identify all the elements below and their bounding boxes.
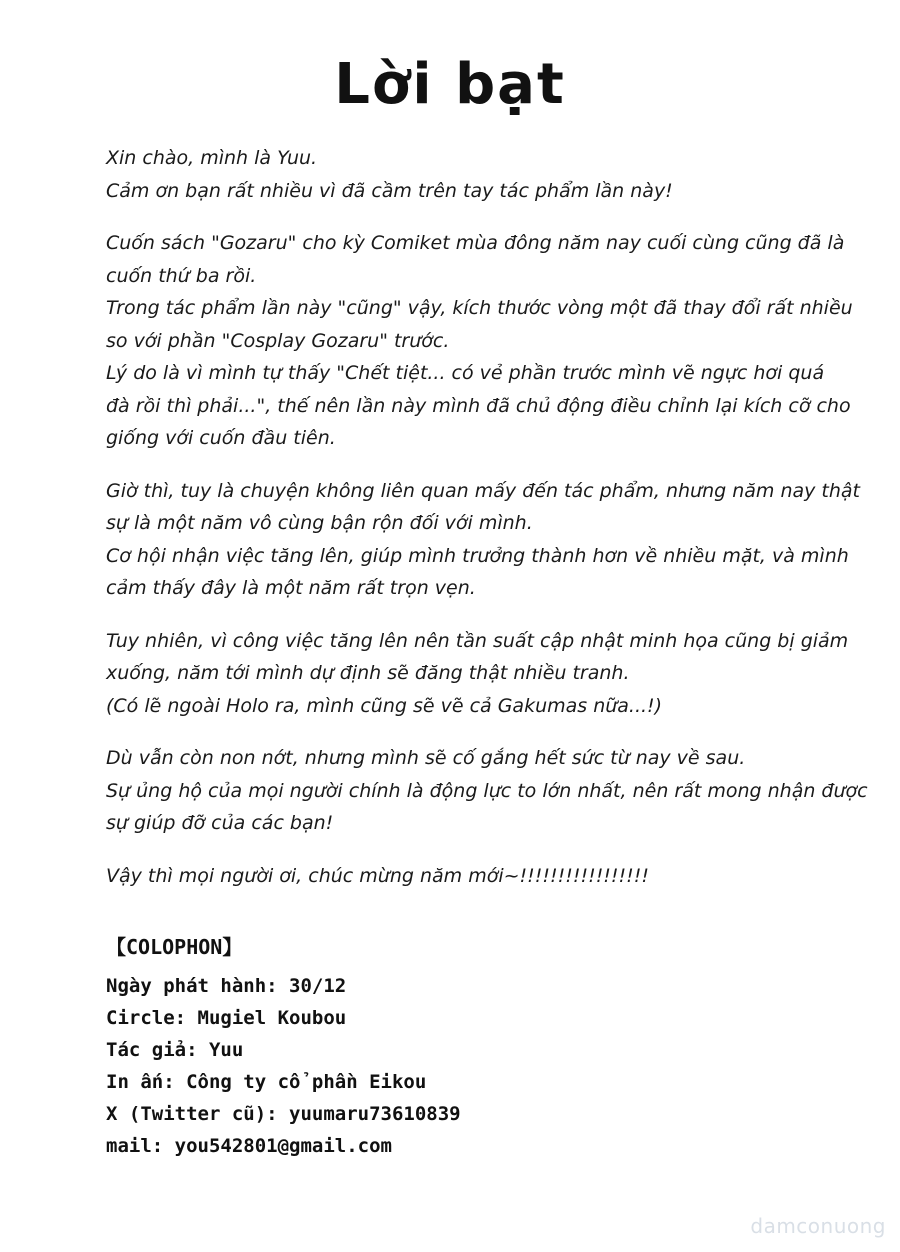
colophon-author: Tác giả: Yuu — [106, 1039, 244, 1061]
text-line: Cơ hội nhận việc tăng lên, giúp mình trưởng thành hơn về nhiều mặt, và mình — [106, 544, 849, 567]
watermark: damconuong — [750, 1214, 886, 1238]
paragraph-next-year — [106, 625, 849, 723]
text-line: cảm thấy đây là một năm rất trọn vẹn. — [106, 577, 476, 599]
colophon-twitter: X (Twitter cũ): yuumaru73610839 — [106, 1103, 461, 1125]
colophon-circle: Circle: Mugiel Koubou — [106, 1007, 347, 1029]
paragraph-thanks — [106, 742, 868, 840]
paragraph-book-info — [106, 227, 853, 455]
text-line: Tuy nhiên, vì công việc tăng lên nên tần suất cập nhật minh họa cũng bị giảm — [106, 629, 849, 652]
colophon-printer: In ấn: Công ty cổ phần Eikou — [106, 1071, 427, 1093]
text-line: Lý do là vì mình tự thấy "Chết tiệt... có vẻ phần trước mình vẽ ngực hơi quá — [106, 362, 825, 384]
text-line: Giờ thì, tuy là chuyện không liên quan mấy đến tác phẩm, nhưng năm nay thật — [106, 479, 860, 502]
paragraph-new-year — [106, 860, 806, 893]
text-line: so với phần "Cosplay Gozaru" trước. — [106, 329, 450, 352]
text-line: Xin chào, mình là Yuu. — [106, 147, 318, 169]
colophon-email: mail: you542801@gmail.com — [106, 1135, 392, 1157]
text-line: sự giúp đỡ của các bạn! — [106, 812, 334, 834]
text-line: (Có lẽ ngoài Holo ra, mình cũng sẽ vẽ cả Gakumas nữa...!) — [106, 694, 663, 717]
paragraph-busy-year — [106, 475, 860, 605]
text-line: Vậy thì mọi người ơi, chúc mừng năm mới~!!!!!!!!!!!!!!!!! — [106, 864, 650, 887]
text-line: Trong tác phẩm lần này "cũng" vậy, kích thước vòng một đã thay đổi rất nhiều — [106, 297, 853, 319]
paragraph-greeting — [106, 142, 806, 207]
page-title: Lời bạt — [334, 52, 566, 117]
text-line: Cảm ơn bạn rất nhiều vì đã cầm trên tay tác phẩm lần này! — [106, 179, 673, 202]
colophon-heading: 【COLOPHON】 — [106, 935, 243, 959]
colophon — [106, 928, 461, 1162]
text-line: Sự ủng hộ của mọi người chính là động lực to lớn nhất, nên rất mong nhận được — [106, 779, 868, 802]
text-line: cuốn thứ ba rồi. — [106, 264, 257, 287]
afterword-body — [106, 142, 868, 912]
text-line: đà rồi thì phải...", thế nên lần này mình đã chủ động điều chỉnh lại kích cỡ cho — [106, 394, 851, 417]
text-line: giống với cuốn đầu tiên. — [106, 427, 336, 449]
text-line: xuống, năm tới mình dự định sẽ đăng thật nhiều tranh. — [106, 662, 630, 684]
text-line: sự là một năm vô cùng bận rộn đối với mình. — [106, 512, 533, 534]
text-line: Dù vẫn còn non nớt, nhưng mình sẽ cố gắng hết sức từ nay về sau. — [106, 747, 746, 769]
text-line: Cuốn sách "Gozaru" cho kỳ Comiket mùa đông năm nay cuối cùng cũng đã là — [106, 232, 845, 254]
colophon-release-date: Ngày phát hành: 30/12 — [106, 975, 347, 997]
